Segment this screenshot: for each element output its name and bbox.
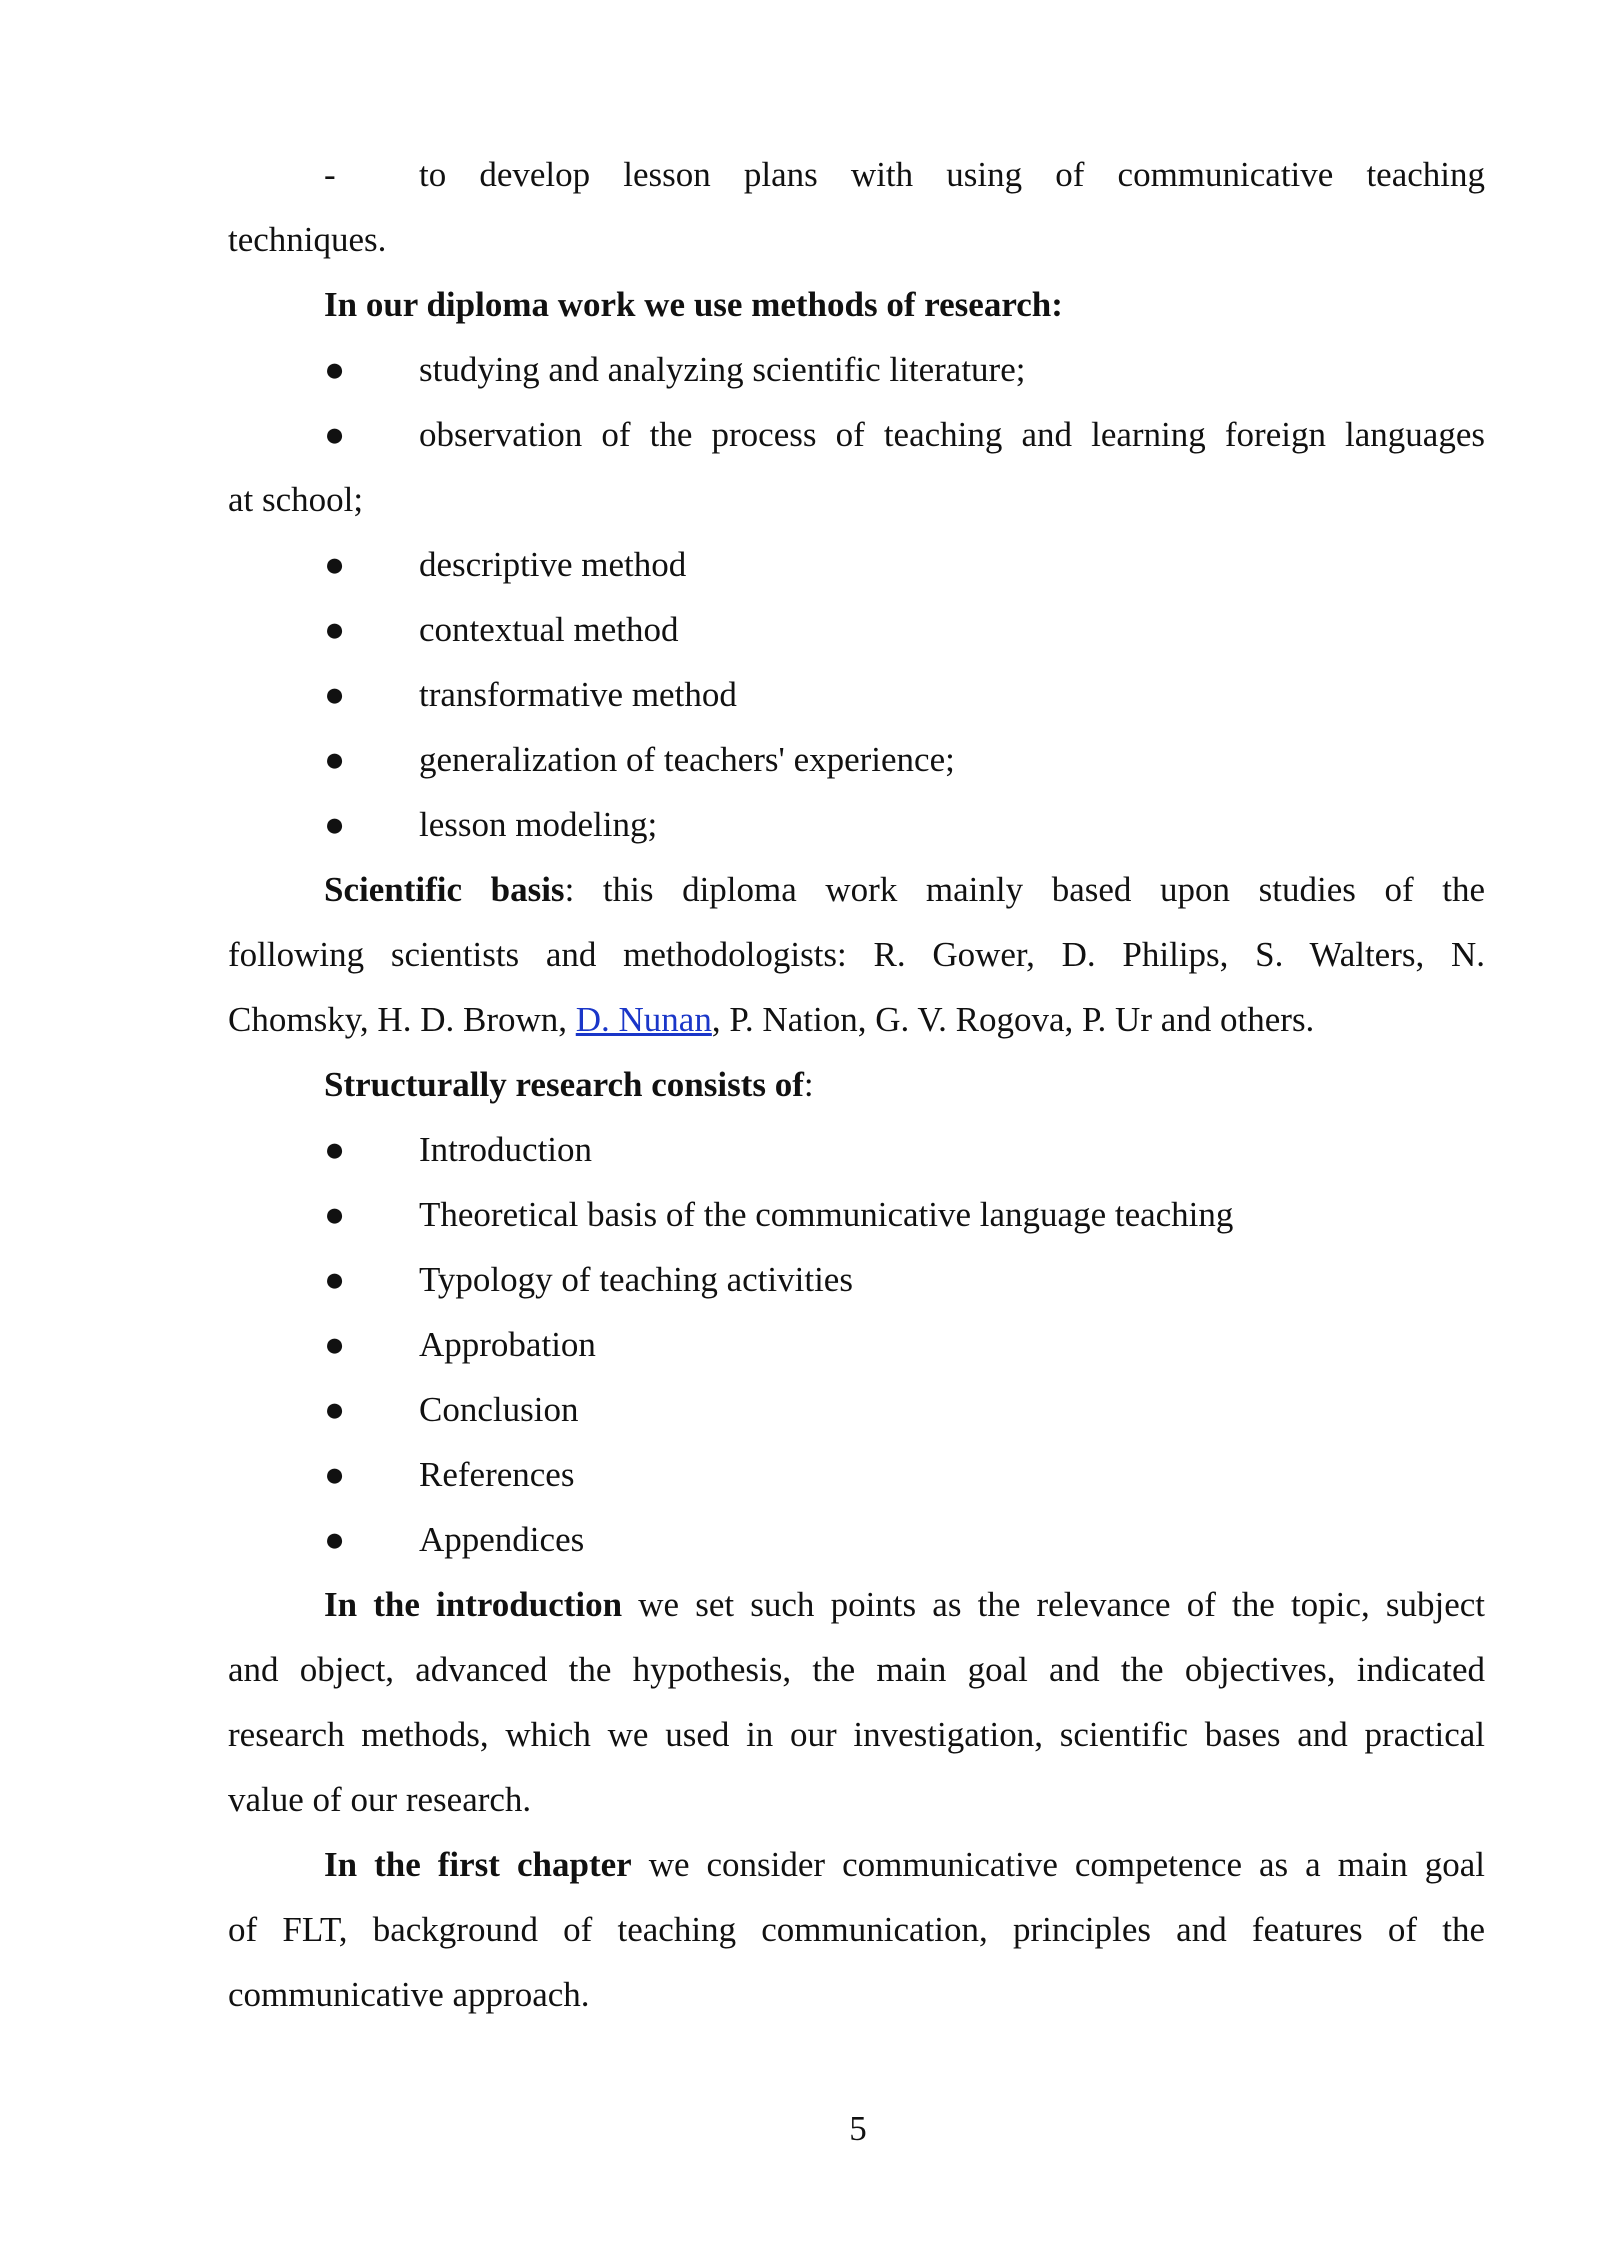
structure-heading-text: Structurally research consists of (324, 1065, 804, 1104)
bullet-icon: ● (324, 1260, 346, 1299)
first-chapter-line (324, 1832, 1485, 1897)
introduction-line: research methods, which we used in our investigation, scientific bases and practical (228, 1715, 1485, 1754)
methods-item: lesson modeling; (419, 805, 658, 844)
objective-line: to develop lesson plans with using of communicative teaching (419, 155, 1485, 194)
bullet-icon: ● (324, 415, 346, 454)
bullet-icon: ● (324, 545, 346, 584)
structure-item: Typology of teaching activities (419, 1260, 853, 1299)
bullet-icon: ● (324, 610, 346, 649)
bullet-icon: ● (324, 350, 346, 389)
structure-item: Theoretical basis of the communicative language teaching (419, 1195, 1234, 1234)
methods-item: generalization of teachers' experience; (419, 740, 955, 779)
scientific-basis-text: , P. Nation, G. V. Rogova, P. Ur and others. (711, 1000, 1315, 1039)
bullet-icon: ● (324, 675, 346, 714)
methods-item: observation of the process of teaching and learning foreign languages (419, 415, 1485, 454)
introduction-label: In the introduction (324, 1585, 623, 1624)
scientific-basis-text: : this diploma work mainly based upon studies of the (564, 870, 1485, 909)
bullet-icon: ● (324, 1390, 346, 1429)
structure-item: References (419, 1455, 575, 1494)
introduction-line: and object, advanced the hypothesis, the main goal and the objectives, indicated (228, 1650, 1485, 1689)
scientific-basis-text: Chomsky, H. D. Brown, (228, 1000, 576, 1039)
methods-item: descriptive method (419, 545, 687, 584)
introduction-text: we set such points as the relevance of the topic, subject (622, 1585, 1485, 1624)
structure-heading (324, 1052, 1485, 1117)
methods-item: contextual method (419, 610, 679, 649)
bullet-icon: ● (324, 1130, 346, 1169)
first-chapter-text: we consider communicative competence as a main goal (631, 1845, 1485, 1884)
objective-line-continuation: techniques. (228, 220, 387, 259)
bullet-icon: ● (324, 1520, 346, 1559)
first-chapter-line: communicative approach. (228, 1975, 590, 2014)
structure-item: Approbation (419, 1325, 596, 1364)
first-chapter-label: In the first chapter (324, 1845, 632, 1884)
methods-heading (324, 272, 1485, 337)
page-number: 5 (849, 2109, 867, 2148)
introduction-line: value of our research. (228, 1780, 532, 1819)
scientific-basis-line (228, 987, 1485, 1052)
structure-item: Appendices (419, 1520, 585, 1559)
first-chapter-line: of FLT, background of teaching communication, principles and features of the (228, 1910, 1485, 1949)
structure-item: Introduction (419, 1130, 593, 1169)
methods-item: transformative method (419, 675, 737, 714)
bullet-icon: ● (324, 805, 346, 844)
methods-item-continuation: at school; (228, 480, 364, 519)
bullet-icon: ● (324, 1325, 346, 1364)
bullet-icon: ● (324, 1455, 346, 1494)
bullet-icon: ● (324, 740, 346, 779)
methods-item: studying and analyzing scientific literature; (419, 350, 1026, 389)
structure-heading-colon: : (803, 1065, 814, 1104)
scientific-basis-label: Scientific basis (324, 870, 565, 909)
scientific-basis-line: following scientists and methodologists: R. Gower, D. Philips, S. Walters, N. (228, 935, 1485, 974)
bullet-icon: ● (324, 1195, 346, 1234)
dash-marker: - (324, 155, 336, 194)
structure-item: Conclusion (419, 1390, 579, 1429)
scientific-basis-line (324, 857, 1485, 922)
methods-heading-text: In our diploma work we use methods of research: (324, 285, 1063, 324)
nunan-link[interactable]: D. Nunan (575, 1000, 712, 1039)
introduction-line (324, 1572, 1485, 1637)
